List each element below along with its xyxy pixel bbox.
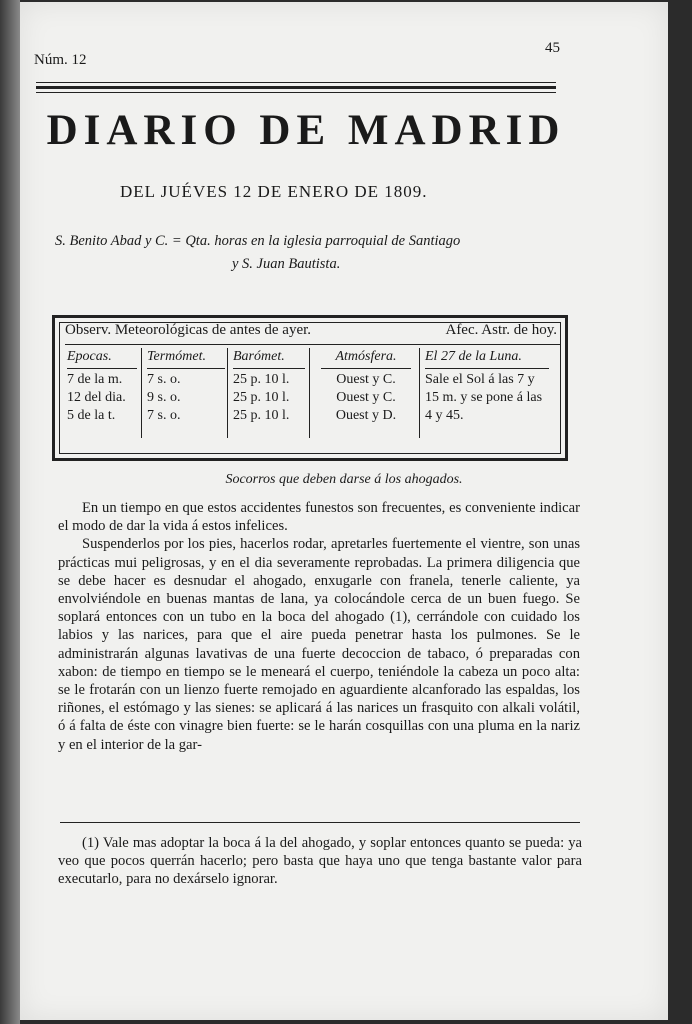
table-cell: 25 p. 10 l.	[233, 408, 290, 423]
article-subtitle: Socorros que deben darse á los ahogados.	[225, 472, 463, 487]
article-paragraph: En un tiempo en que estos accidentes funestos son frecuentes, es conveniente indicar el modo de dar la vida á estos infelices.	[58, 500, 580, 535]
table-cell: 7 s. o.	[147, 372, 181, 387]
table-cell: 25 p. 10 l.	[233, 390, 290, 405]
column-header: Termómet.	[147, 348, 225, 369]
column-termometro	[147, 348, 225, 425]
footnote-divider	[60, 822, 580, 823]
article-paragraph: Suspenderlos por los pies, hacerlos rodar, apretarles fuertemente el vientre, son unas prácticas mui peligrosas, y en el dia severamente reprobadas. La primera diligencia que se debe hacer es desnudar el ahogado, enxugarle con franela, tenerle caliente, ya envolviéndole en buenas mantas de lana, ya colocándole cerca de un buen fuego. Se soplará entonces con un tubo en la boca del ahogado (1), cerrándole con cuidado los labios y las narices, para que el aire pueda penetrar hasta los pulmones. Se le administrarán algunas lavativas de una fuerte decoccion de tabaco, ó preparadas con xabon: de tiempo en tiempo se le meneará el cuerpo, teniéndole la cabeza un poco alta: se le frotarán con un lienzo fuerte remojado en aguardiente alcanforado las espaldas, los riñones, el estómago y las sienes: se aplicará á las narices un frasquito con alkali volátil, ó á falta de éste con vinagre bien fuerte: se le harán cosquillas con una pluma en la nariz y en el interior de la gar-	[58, 536, 580, 753]
newspaper-title: DIARIO DE MADRID	[46, 107, 566, 154]
table-cell: 9 s. o.	[147, 390, 181, 405]
column-divider	[419, 348, 420, 438]
column-header: Atmósfera.	[321, 348, 411, 369]
observations-divider	[65, 344, 561, 345]
page-edge-shadow	[0, 0, 20, 1024]
column-epocas	[67, 348, 137, 425]
column-header: Epocas.	[67, 348, 137, 369]
table-cell: 7 de la m.	[67, 372, 123, 387]
astro-heading: Afec. Astr. de hoy.	[445, 322, 557, 338]
column-header: El 27 de la Luna.	[425, 348, 549, 369]
page-number: 45	[545, 40, 560, 56]
column-barometro	[233, 348, 305, 425]
table-cell: 5 de la t.	[67, 408, 116, 423]
column-header: Barómet.	[233, 348, 305, 369]
table-cell: 25 p. 10 l.	[233, 372, 290, 387]
article-body	[58, 499, 580, 754]
issue-date: DEL JUÉVES 12 DE ENERO DE 1809.	[120, 182, 428, 201]
header-rule	[36, 92, 556, 93]
footnote	[58, 834, 582, 889]
header-rule-thick	[36, 86, 556, 89]
table-cell: 7 s. o.	[147, 408, 181, 423]
column-divider	[309, 348, 310, 438]
weather-observations-box	[52, 315, 568, 461]
saints-line: S. Benito Abad y C. = Qta. horas en la iglesia parroquial de Santiago	[55, 233, 461, 249]
sun-times-text: Sale el Sol á las 7 y 15 m. y se pone á las 4 y 45.	[425, 372, 543, 423]
table-cell: Ouest y C.	[336, 390, 396, 405]
issue-number: Núm. 12	[34, 52, 87, 68]
footnote-text: (1) Vale mas adoptar la boca á la del ahogado, y soplar entonces quanto se pueda: ya veo que pocos querrán hacerlo; pero basta que haya uno que tenga bastante valor para executarlo, para no dexárselo ignorar.	[58, 835, 582, 888]
table-cell: Ouest y C.	[336, 372, 396, 387]
column-divider	[141, 348, 142, 438]
header-rule	[36, 82, 556, 83]
saints-line: y S. Juan Bautista.	[232, 256, 341, 272]
table-cell: Ouest y D.	[335, 408, 397, 423]
newspaper-page	[20, 2, 668, 1020]
column-divider	[227, 348, 228, 438]
table-cell: 12 del dia.	[67, 390, 126, 405]
moon-column	[425, 348, 549, 425]
observations-heading: Observ. Meteorológicas de antes de ayer.	[65, 322, 312, 338]
column-atmosfera	[321, 348, 411, 425]
